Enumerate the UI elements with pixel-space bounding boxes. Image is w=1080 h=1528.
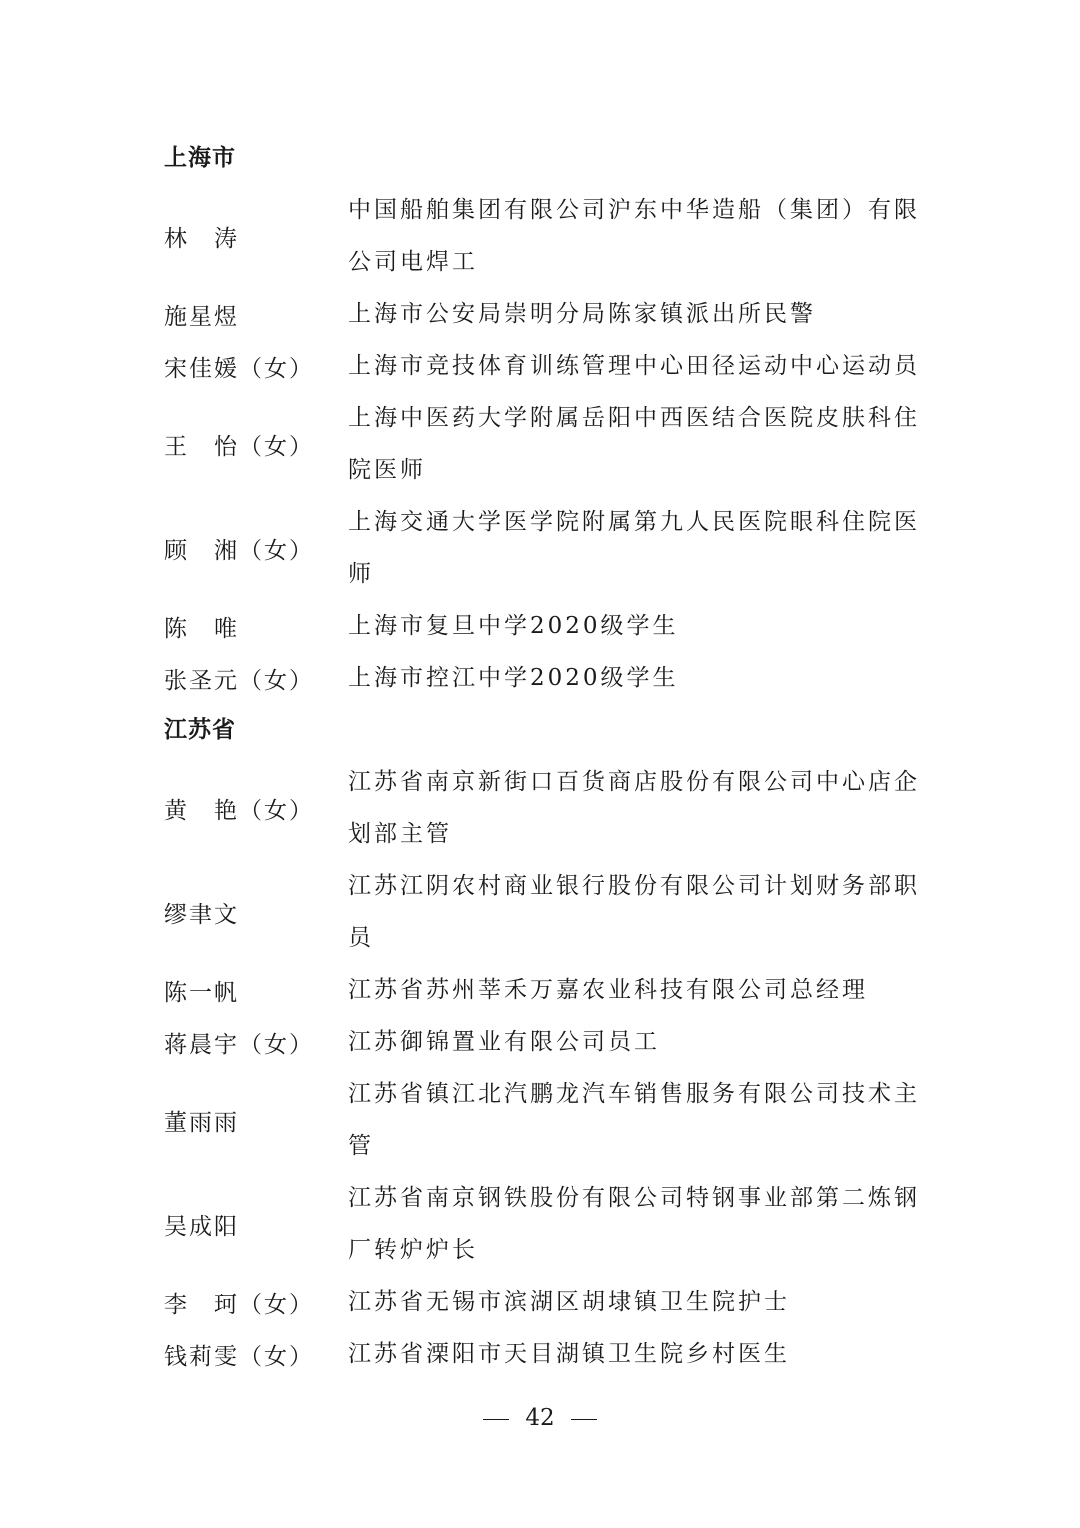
honoree-name: 黄 艳（女） [164, 797, 314, 824]
honoree-entry [164, 1276, 924, 1328]
honoree-entry [164, 340, 924, 392]
honoree-entry [164, 496, 924, 600]
honoree-affiliation: 中国船舶集团有限公司沪东中华造船（集团）有限公司电焊工 [348, 197, 920, 275]
section-heading: 江苏省 [164, 717, 236, 743]
honoree-name: 缪聿文 [164, 901, 239, 928]
honoree-entry [164, 1328, 924, 1380]
section-heading: 上海市 [164, 145, 236, 171]
honoree-name: 林 涛 [164, 225, 239, 252]
honoree-name: 张圣元（女） [164, 667, 314, 694]
honoree-affiliation: 上海交通大学医学院附属第九人民医院眼科住院医师 [348, 509, 920, 587]
honoree-name: 陈一帆 [164, 979, 239, 1006]
honoree-affiliation: 江苏省无锡市滨湖区胡埭镇卫生院护士 [348, 1289, 790, 1315]
honoree-affiliation: 江苏省镇江北汽鹏龙汽车销售服务有限公司技术主管 [348, 1081, 920, 1159]
honoree-affiliation: 江苏御锦置业有限公司员工 [348, 1029, 660, 1055]
page-footer [0, 1398, 1080, 1438]
honoree-entry [164, 1172, 924, 1276]
honoree-name: 李 珂（女） [164, 1291, 314, 1318]
honoree-entry [164, 964, 924, 1016]
honoree-entry [164, 756, 924, 860]
honoree-entry [164, 652, 924, 704]
honoree-entry [164, 860, 924, 964]
page-number: 42 [525, 1405, 555, 1431]
honoree-affiliation: 上海市竞技体育训练管理中心田径运动中心运动员 [348, 353, 920, 379]
honoree-entry [164, 1016, 924, 1068]
honoree-affiliation: 上海中医药大学附属岳阳中西医结合医院皮肤科住院医师 [348, 405, 920, 483]
honoree-affiliation: 上海市复旦中学2020级学生 [348, 613, 679, 639]
honoree-affiliation: 上海市控江中学2020级学生 [348, 665, 679, 691]
honoree-name: 宋佳媛（女） [164, 355, 314, 382]
honoree-entry [164, 600, 924, 652]
honoree-entry [164, 392, 924, 496]
honoree-affiliation: 上海市公安局崇明分局陈家镇派出所民警 [348, 301, 816, 327]
honoree-entry [164, 184, 924, 288]
honoree-entry [164, 288, 924, 340]
honoree-entry [164, 1068, 924, 1172]
honoree-name: 施星煜 [164, 303, 239, 330]
honoree-affiliation: 江苏省南京钢铁股份有限公司特钢事业部第二炼钢厂转炉炉长 [348, 1185, 920, 1263]
honoree-affiliation: 江苏省苏州莘禾万嘉农业科技有限公司总经理 [348, 977, 868, 1003]
honoree-name: 顾 湘（女） [164, 537, 314, 564]
honoree-affiliation: 江苏江阴农村商业银行股份有限公司计划财务部职员 [348, 873, 920, 951]
honoree-affiliation: 江苏省南京新街口百货商店股份有限公司中心店企划部主管 [348, 769, 920, 847]
honoree-name: 吴成阳 [164, 1213, 239, 1240]
honoree-name: 钱莉雯（女） [164, 1343, 314, 1370]
honoree-name: 董雨雨 [164, 1109, 239, 1136]
honoree-affiliation: 江苏省溧阳市天目湖镇卫生院乡村医生 [348, 1341, 790, 1367]
footer-dash-right [571, 1419, 597, 1420]
honoree-name: 陈 唯 [164, 615, 239, 642]
honoree-name: 蒋晨宇（女） [164, 1031, 314, 1058]
footer-dash-left [483, 1419, 509, 1420]
honoree-list [164, 132, 924, 1380]
honoree-name: 王 怡（女） [164, 433, 314, 460]
